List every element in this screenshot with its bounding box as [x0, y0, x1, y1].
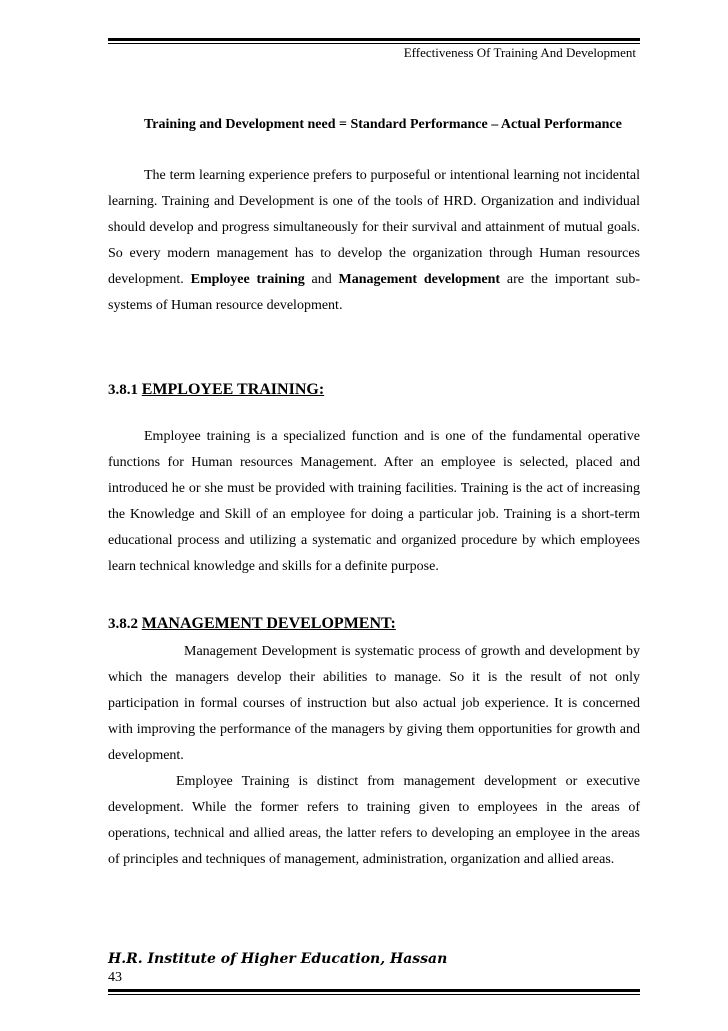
section-heading-employee-training	[108, 379, 640, 401]
management-development-paragraph: Management Development is systematic process of growth and development by which the managers develop their abilities to manage. So it is the result of not only participation in formal courses of instruction but also actual job experience. It is concerned with improving the performance of the managers by giving them opportunities for growth and development.	[108, 644, 640, 763]
section-title: EMPLOYEE TRAINING:	[141, 381, 325, 398]
section-heading-management-development	[108, 613, 640, 635]
intro-text-1: The term learning experience prefers to purposeful or intentional learning not incidental learning. Training and Development is one of the tools of HRD. Organization and individual should develop and progress simultaneously for their survival and attainment of mutual goals. So every modern management has to develop the organization through Human resources development.	[108, 168, 640, 287]
training-vs-development-paragraph: Employee Training is distinct from management development or executive development. While the former refers to training given to employees in the areas of operations, technical and allied areas, the latter refers to developing an employee in the areas of principles and techniques of management, administration, organization and allied areas.	[108, 774, 640, 867]
running-header: Effectiveness Of Training And Development	[403, 45, 636, 60]
section-number: 3.8.1	[108, 382, 142, 398]
footer-institution: H.R. Institute of Higher Education, Hassan	[108, 951, 448, 967]
intro-bold-employee-training: Employee training	[190, 272, 305, 287]
equation: Training and Development need = Standard Performance – Actual Performance	[144, 117, 622, 132]
section-number: 3.8.2	[108, 616, 142, 632]
footer-rule-thin	[108, 994, 640, 995]
intro-text-2: and	[304, 272, 339, 287]
employee-training-paragraph: Employee training is a specialized function and is one of the fundamental operative functions for Human resources Management. After an employee is selected, placed and introduced he or she must be provided with training facilities. Training is the act of increasing the Knowledge and Skill of an employee for doing a particular job. Training is a short-term educational process and utilizing a systematic and organized procedure by which employees learn technical knowledge and skills for a definite purpose.	[108, 429, 640, 574]
footer-rule-thick	[108, 989, 640, 992]
intro-paragraph	[108, 163, 640, 319]
section-title: MANAGEMENT DEVELOPMENT:	[141, 615, 396, 632]
intro-bold-management-development: Management development	[338, 272, 501, 287]
page-number: 43	[108, 970, 122, 985]
header-rule-thin	[108, 43, 640, 44]
page-content	[108, 112, 640, 873]
header-rule-thick	[108, 38, 640, 41]
intro-text-3: are the important sub-systems of Human resource development.	[108, 272, 640, 313]
